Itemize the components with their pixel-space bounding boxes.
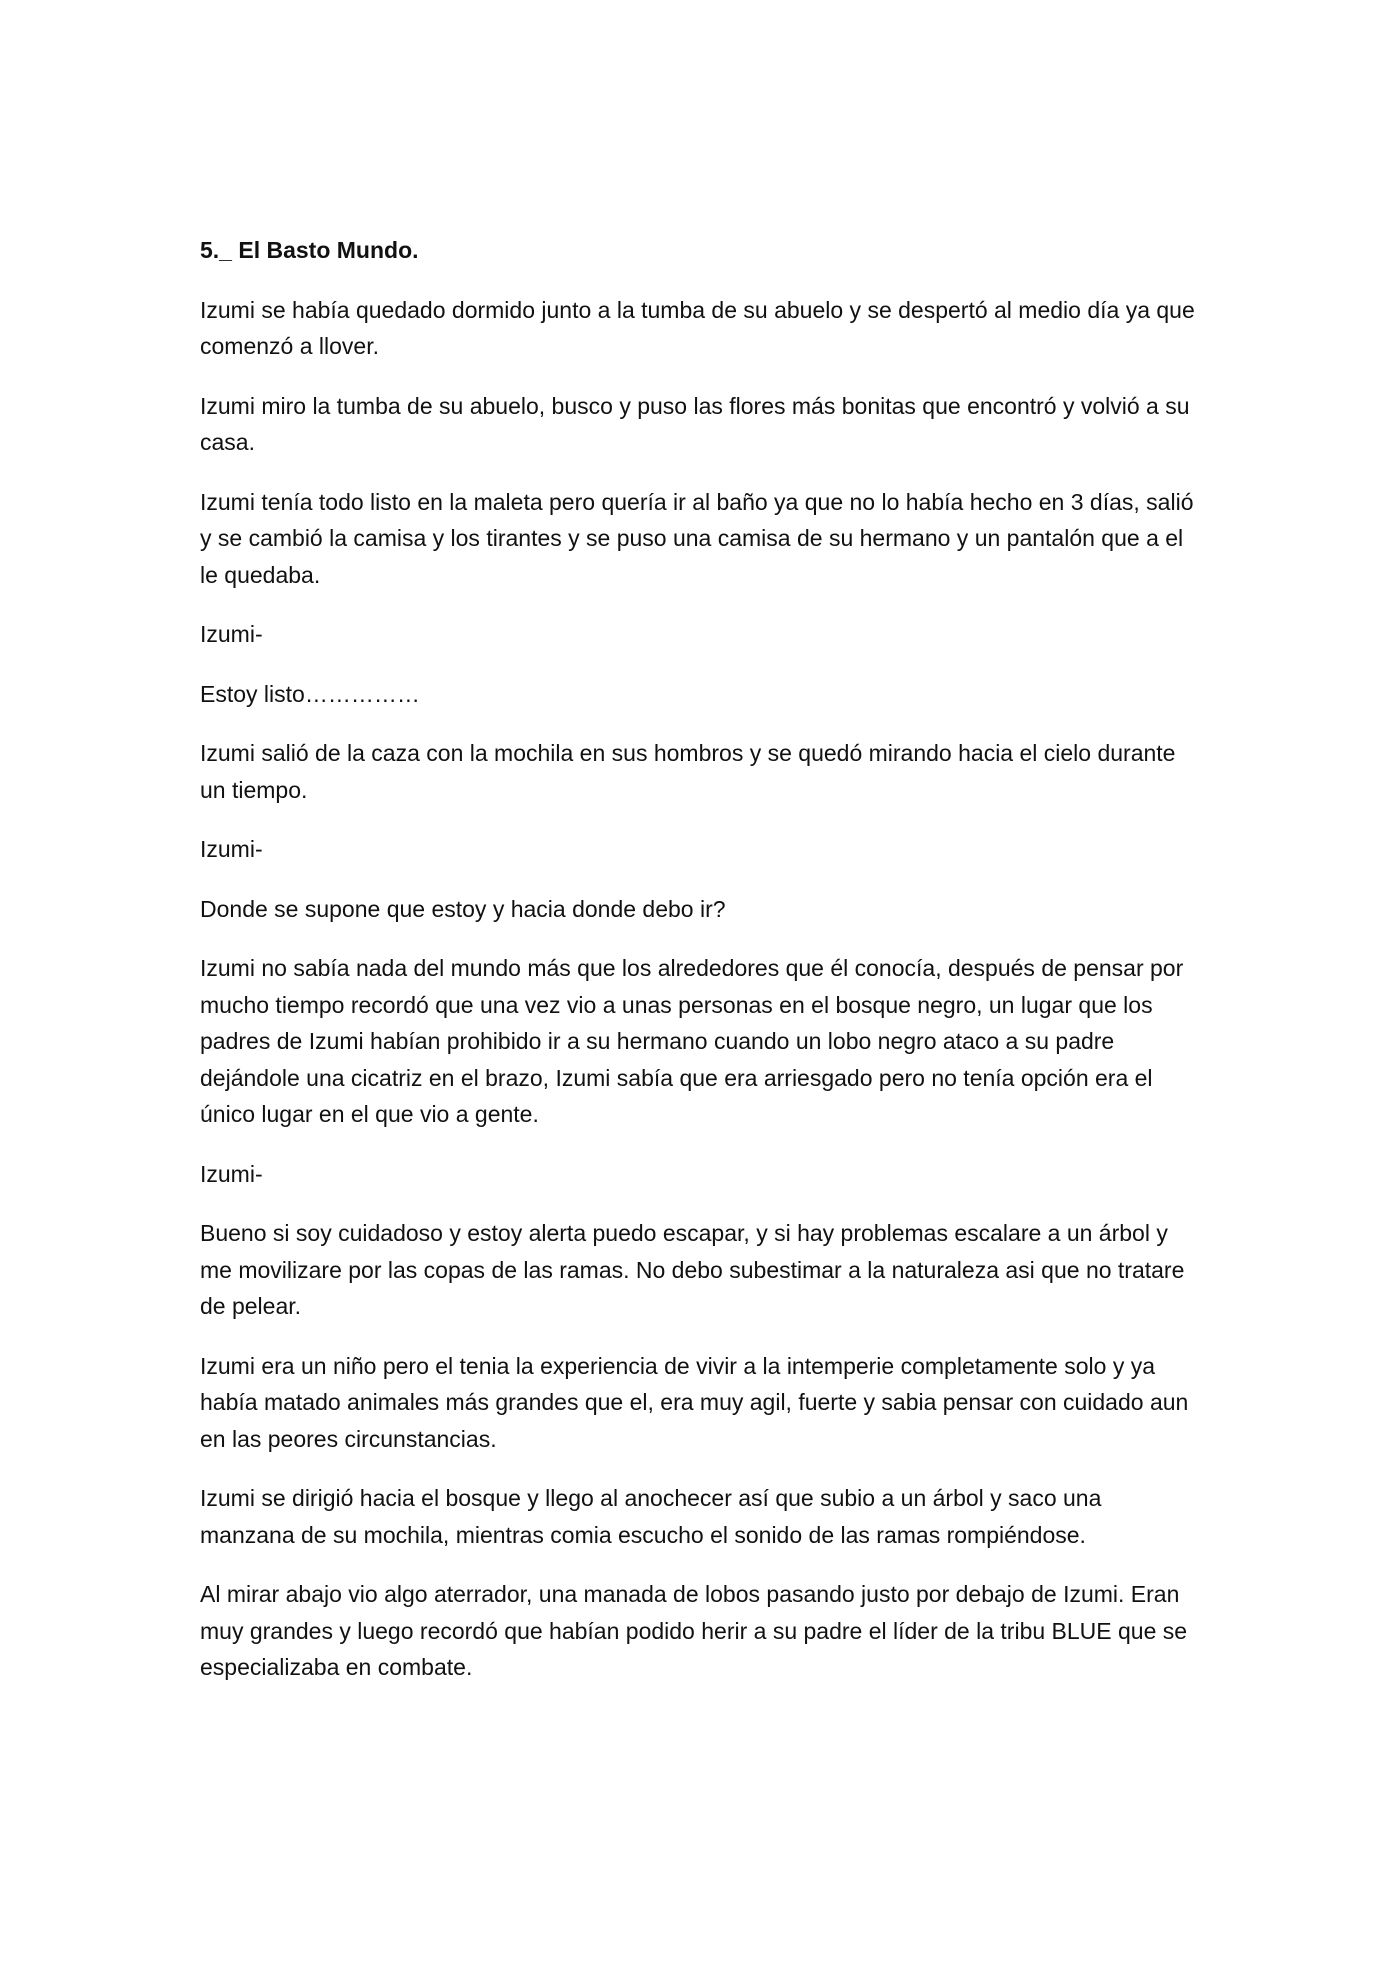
paragraph: Izumi era un niño pero el tenia la experiencia de vivir a la intemperie completamente solo y ya había matado animales más grandes que el, era muy agil, fuerte y sabia pensar con cuidado aun en las peores circunstancias. [200,1352,1189,1452]
dialogue-line: Estoy listo…………… [200,680,420,707]
paragraph: Izumi se había quedado dormido junto a la tumba de su abuelo y se despertó al medio día ya que comenzó a llover. [200,296,1195,359]
paragraph: Izumi se dirigió hacia el bosque y llego al anochecer así que subio a un árbol y saco una manzana de su mochila, mientras comia escucho el sonido de las ramas rompiéndose. [200,1485,1102,1548]
chapter-title: 5._ El Basto Mundo. [200,237,419,263]
speaker-label: Izumi- [200,1160,263,1187]
paragraph: Al mirar abajo vio algo aterrador, una manada de lobos pasando justo por debajo de Izumi. Eran muy grandes y luego recordó que habían podido herir a su padre el líder de la tribu BLUE que se especializaba en combate. [200,1581,1188,1680]
speaker-label: Izumi- [200,621,263,647]
dialogue-line: Donde se supone que estoy y hacia donde debo ir? [200,895,726,922]
speaker-label: Izumi- [200,836,263,862]
paragraph: Izumi no sabía nada del mundo más que los alrededores que él conocía, después de pensar por mucho tiempo recordó que una vez vio a unas personas en el bosque negro, un lugar que los padres de Izumi habían prohibido ir a su hermano cuando un lobo negro ataco a su padre dejándole una cicatriz en el brazo, Izumi sabía que era arriesgado pero no tenía opción era el único lugar en el que vio a gente. [200,955,1184,1127]
paragraph: Izumi miro la tumba de su abuelo, busco y puso las flores más bonitas que encontró y volvió a su casa. [200,392,1190,455]
paragraph: Izumi salió de la caza con la mochila en sus hombros y se quedó mirando hacia el cielo durante un tiempo. [200,740,1176,803]
dialogue-line: Bueno si soy cuidadoso y estoy alerta puedo escapar, y si hay problemas escalare a un árbol y me movilizare por las copas de las ramas. No debo subestimar a la naturaleza asi que no tratare de pelear. [200,1220,1185,1319]
page-content [200,232,1200,1709]
paragraph: Izumi tenía todo listo en la maleta pero quería ir al baño ya que no lo había hecho en 3 días, salió y se cambió la camisa y los tirantes y se puso una camisa de su hermano y un pantalón que a el le quedaba. [200,488,1194,588]
